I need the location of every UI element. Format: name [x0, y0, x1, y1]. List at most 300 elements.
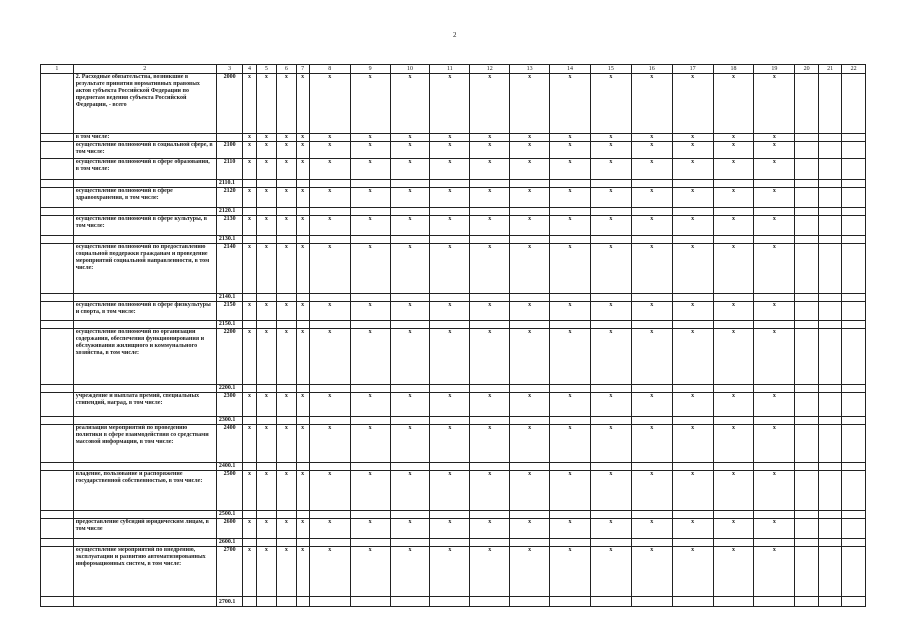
value-cell [818, 471, 842, 511]
value-cell: x [296, 134, 309, 142]
value-cell: x [390, 547, 430, 597]
value-cell: x [277, 471, 296, 511]
row-code: 2150 [216, 302, 243, 321]
value-cell [296, 208, 309, 216]
value-cell [818, 180, 842, 188]
value-cell: x [590, 216, 631, 236]
header-cell: 14 [550, 65, 591, 74]
value-cell [631, 236, 672, 244]
value-cell [795, 597, 819, 607]
report-table [40, 64, 866, 607]
value-cell: x [243, 425, 256, 463]
table-row [41, 159, 866, 180]
value-cell [510, 385, 550, 393]
value-cell [277, 236, 296, 244]
value-cell: x [713, 329, 754, 385]
row-number-cell [41, 74, 74, 134]
row-code: 2300 [216, 393, 243, 417]
value-cell: x [350, 244, 390, 294]
value-cell [510, 511, 550, 519]
value-cell: x [631, 244, 672, 294]
row-code: 2140.1 [216, 294, 243, 302]
value-cell [256, 385, 276, 393]
value-cell: x [256, 216, 276, 236]
value-cell [296, 294, 309, 302]
value-cell [795, 142, 819, 159]
value-cell: x [309, 425, 350, 463]
row-code: 2150.1 [216, 321, 243, 329]
value-cell: x [713, 519, 754, 539]
value-cell [550, 180, 591, 188]
value-cell [256, 208, 276, 216]
value-cell [277, 208, 296, 216]
value-cell: x [430, 547, 470, 597]
table-row [41, 244, 866, 294]
value-cell [713, 294, 754, 302]
value-cell: x [350, 134, 390, 142]
value-cell [818, 425, 842, 463]
value-cell [713, 539, 754, 547]
value-cell [390, 321, 430, 329]
value-cell: x [510, 216, 550, 236]
value-cell [795, 547, 819, 597]
value-cell: x [672, 244, 713, 294]
value-cell [842, 142, 866, 159]
value-cell: x [350, 188, 390, 208]
row-code: 2110.1 [216, 180, 243, 188]
value-cell [754, 236, 795, 244]
value-cell [510, 236, 550, 244]
value-cell: x [550, 425, 591, 463]
value-cell [430, 321, 470, 329]
value-cell [550, 463, 591, 471]
value-cell: x [277, 547, 296, 597]
value-cell: x [470, 134, 510, 142]
value-cell [754, 180, 795, 188]
row-label [73, 385, 216, 393]
value-cell: x [470, 519, 510, 539]
value-cell [309, 208, 350, 216]
value-cell [754, 385, 795, 393]
value-cell: x [256, 519, 276, 539]
value-cell [510, 539, 550, 547]
value-cell [672, 180, 713, 188]
value-cell [818, 393, 842, 417]
value-cell: x [713, 393, 754, 417]
value-cell: x [350, 74, 390, 134]
row-code: 2120 [216, 188, 243, 208]
value-cell: x [350, 329, 390, 385]
value-cell [818, 244, 842, 294]
value-cell [430, 208, 470, 216]
value-cell: x [470, 471, 510, 511]
value-cell [309, 463, 350, 471]
value-cell [256, 463, 276, 471]
value-cell: x [631, 547, 672, 597]
value-cell [470, 236, 510, 244]
header-cell: 21 [818, 65, 842, 74]
value-cell [842, 188, 866, 208]
value-cell: x [390, 244, 430, 294]
value-cell: x [550, 302, 591, 321]
value-cell: x [390, 302, 430, 321]
value-cell: x [256, 142, 276, 159]
value-cell: x [256, 74, 276, 134]
value-cell: x [510, 425, 550, 463]
table-row [41, 216, 866, 236]
value-cell [754, 597, 795, 607]
row-number-cell [41, 216, 74, 236]
value-cell: x [256, 471, 276, 511]
value-cell: x [277, 302, 296, 321]
value-cell: x [470, 188, 510, 208]
row-label [73, 539, 216, 547]
header-cell: 8 [309, 65, 350, 74]
value-cell: x [590, 159, 631, 180]
value-cell: x [430, 329, 470, 385]
value-cell: x [713, 142, 754, 159]
value-cell: x [309, 393, 350, 417]
value-cell [842, 547, 866, 597]
row-label [73, 321, 216, 329]
value-cell [713, 511, 754, 519]
value-cell [470, 180, 510, 188]
value-cell: x [350, 142, 390, 159]
value-cell: x [713, 244, 754, 294]
value-cell: x [309, 188, 350, 208]
row-number-cell [41, 294, 74, 302]
value-cell: x [309, 134, 350, 142]
value-cell [350, 294, 390, 302]
value-cell [818, 519, 842, 539]
value-cell: x [754, 159, 795, 180]
value-cell [795, 74, 819, 134]
table-subrow [41, 597, 866, 607]
value-cell: x [510, 519, 550, 539]
value-cell: x [350, 159, 390, 180]
value-cell [842, 597, 866, 607]
value-cell [277, 321, 296, 329]
value-cell: x [243, 519, 256, 539]
value-cell [842, 208, 866, 216]
value-cell [510, 321, 550, 329]
value-cell: x [672, 159, 713, 180]
value-cell [842, 511, 866, 519]
value-cell: x [754, 74, 795, 134]
value-cell [795, 511, 819, 519]
value-cell: x [277, 393, 296, 417]
value-cell: x [296, 188, 309, 208]
value-cell: x [631, 302, 672, 321]
value-cell: x [713, 425, 754, 463]
value-cell: x [672, 471, 713, 511]
header-cell: 2 [73, 65, 216, 74]
value-cell [842, 134, 866, 142]
table-subrow [41, 463, 866, 471]
value-cell: x [243, 74, 256, 134]
value-cell [672, 539, 713, 547]
value-cell [550, 208, 591, 216]
value-cell [713, 417, 754, 425]
value-cell: x [243, 142, 256, 159]
row-code: 2500 [216, 471, 243, 511]
value-cell [256, 180, 276, 188]
value-cell [296, 597, 309, 607]
value-cell: x [256, 547, 276, 597]
value-cell [795, 236, 819, 244]
row-code: 2700.1 [216, 597, 243, 607]
value-cell: x [350, 547, 390, 597]
value-cell [309, 511, 350, 519]
header-cell: 11 [430, 65, 470, 74]
value-cell [631, 294, 672, 302]
value-cell [430, 597, 470, 607]
header-cell: 18 [713, 65, 754, 74]
value-cell: x [470, 302, 510, 321]
value-cell: x [296, 329, 309, 385]
value-cell [818, 417, 842, 425]
value-cell: x [243, 159, 256, 180]
value-cell: x [713, 74, 754, 134]
value-cell: x [590, 74, 631, 134]
value-cell [713, 385, 754, 393]
value-cell: x [470, 547, 510, 597]
value-cell: x [672, 74, 713, 134]
value-cell: x [309, 519, 350, 539]
row-label [73, 511, 216, 519]
value-cell: x [296, 216, 309, 236]
value-cell [430, 294, 470, 302]
value-cell [309, 539, 350, 547]
value-cell [590, 208, 631, 216]
value-cell: x [470, 244, 510, 294]
table-subrow [41, 208, 866, 216]
value-cell: x [277, 142, 296, 159]
row-label: в том числе: [73, 134, 216, 142]
value-cell [754, 463, 795, 471]
value-cell [550, 511, 591, 519]
value-cell [350, 463, 390, 471]
value-cell [430, 385, 470, 393]
row-number-cell [41, 180, 74, 188]
value-cell: x [510, 159, 550, 180]
value-cell [795, 244, 819, 294]
value-cell: x [590, 425, 631, 463]
value-cell: x [309, 471, 350, 511]
value-cell: x [754, 188, 795, 208]
value-cell: x [390, 471, 430, 511]
value-cell: x [277, 244, 296, 294]
value-cell [350, 417, 390, 425]
value-cell [390, 463, 430, 471]
row-code: 2000 [216, 74, 243, 134]
value-cell [590, 236, 631, 244]
value-cell: x [510, 142, 550, 159]
value-cell: x [296, 547, 309, 597]
value-cell [510, 597, 550, 607]
row-code [216, 134, 243, 142]
value-cell [470, 463, 510, 471]
value-cell: x [243, 329, 256, 385]
value-cell: x [470, 74, 510, 134]
value-cell [470, 511, 510, 519]
value-cell [309, 385, 350, 393]
header-cell: 17 [672, 65, 713, 74]
row-code: 2500.1 [216, 511, 243, 519]
row-number-cell [41, 302, 74, 321]
value-cell: x [754, 142, 795, 159]
value-cell [795, 188, 819, 208]
value-cell [350, 321, 390, 329]
value-cell [631, 511, 672, 519]
value-cell [296, 385, 309, 393]
value-cell: x [350, 425, 390, 463]
value-cell: x [390, 142, 430, 159]
value-cell [390, 385, 430, 393]
value-cell: x [754, 134, 795, 142]
value-cell: x [256, 244, 276, 294]
value-cell [390, 294, 430, 302]
value-cell [390, 417, 430, 425]
value-cell [309, 321, 350, 329]
table-subrow [41, 417, 866, 425]
value-cell: x [672, 329, 713, 385]
value-cell [818, 329, 842, 385]
row-number-cell [41, 547, 74, 597]
value-cell: x [470, 393, 510, 417]
value-cell: x [309, 329, 350, 385]
value-cell: x [309, 159, 350, 180]
value-cell [590, 511, 631, 519]
value-cell [818, 236, 842, 244]
value-cell [430, 236, 470, 244]
row-label: осуществление мероприятий по внедрению, эксплуатации и развитию автоматизированных информационных систем, в том числе: [73, 547, 216, 597]
value-cell [795, 321, 819, 329]
value-cell: x [754, 216, 795, 236]
row-label: осуществление полномочий в сфере здравоохранения, в том числе: [73, 188, 216, 208]
value-cell [842, 539, 866, 547]
row-code: 2110 [216, 159, 243, 180]
row-label: осуществление полномочий в сфере физкультуры и спорта, в том числе: [73, 302, 216, 321]
value-cell [390, 180, 430, 188]
value-cell [243, 294, 256, 302]
value-cell: x [390, 188, 430, 208]
value-cell [795, 393, 819, 417]
value-cell: x [510, 134, 550, 142]
value-cell [818, 159, 842, 180]
value-cell [754, 321, 795, 329]
value-cell: x [243, 216, 256, 236]
value-cell: x [713, 547, 754, 597]
value-cell: x [510, 244, 550, 294]
value-cell [672, 417, 713, 425]
value-cell [256, 539, 276, 547]
value-cell: x [430, 425, 470, 463]
value-cell [590, 180, 631, 188]
table-subrow [41, 511, 866, 519]
value-cell: x [390, 329, 430, 385]
row-code: 2400.1 [216, 463, 243, 471]
value-cell [818, 208, 842, 216]
value-cell: x [256, 329, 276, 385]
table-row [41, 547, 866, 597]
value-cell [470, 321, 510, 329]
value-cell: x [350, 216, 390, 236]
value-cell [590, 294, 631, 302]
value-cell [243, 511, 256, 519]
value-cell: x [470, 216, 510, 236]
value-cell [550, 321, 591, 329]
value-cell [842, 329, 866, 385]
table-row [41, 134, 866, 142]
value-cell [309, 180, 350, 188]
value-cell [590, 463, 631, 471]
value-cell [818, 188, 842, 208]
value-cell: x [309, 216, 350, 236]
value-cell [430, 463, 470, 471]
value-cell: x [631, 134, 672, 142]
value-cell [672, 294, 713, 302]
value-cell: x [754, 425, 795, 463]
value-cell: x [510, 471, 550, 511]
value-cell: x [256, 188, 276, 208]
value-cell: x [590, 471, 631, 511]
value-cell: x [256, 393, 276, 417]
value-cell: x [277, 519, 296, 539]
value-cell: x [430, 74, 470, 134]
value-cell: x [277, 134, 296, 142]
value-cell [296, 511, 309, 519]
row-label [73, 294, 216, 302]
value-cell [296, 539, 309, 547]
value-cell: x [296, 74, 309, 134]
value-cell [818, 385, 842, 393]
value-cell [754, 417, 795, 425]
value-cell [390, 236, 430, 244]
value-cell: x [713, 159, 754, 180]
value-cell [818, 539, 842, 547]
header-cell: 19 [754, 65, 795, 74]
value-cell: x [350, 471, 390, 511]
value-cell [842, 244, 866, 294]
value-cell [296, 236, 309, 244]
value-cell: x [550, 471, 591, 511]
row-label: предоставление субсидий юридическим лицам, в том числе [73, 519, 216, 539]
value-cell [390, 539, 430, 547]
value-cell: x [590, 329, 631, 385]
value-cell [795, 208, 819, 216]
value-cell [350, 208, 390, 216]
value-cell: x [590, 134, 631, 142]
value-cell [818, 134, 842, 142]
value-cell: x [631, 74, 672, 134]
value-cell [842, 294, 866, 302]
row-number-cell [41, 236, 74, 244]
value-cell: x [590, 302, 631, 321]
row-number-cell [41, 208, 74, 216]
value-cell [795, 216, 819, 236]
value-cell: x [550, 244, 591, 294]
header-cell: 22 [842, 65, 866, 74]
value-cell [818, 321, 842, 329]
value-cell [309, 236, 350, 244]
value-cell: x [590, 188, 631, 208]
value-cell [590, 539, 631, 547]
value-cell: x [309, 142, 350, 159]
value-cell [510, 417, 550, 425]
value-cell: x [243, 188, 256, 208]
header-cell: 20 [795, 65, 819, 74]
